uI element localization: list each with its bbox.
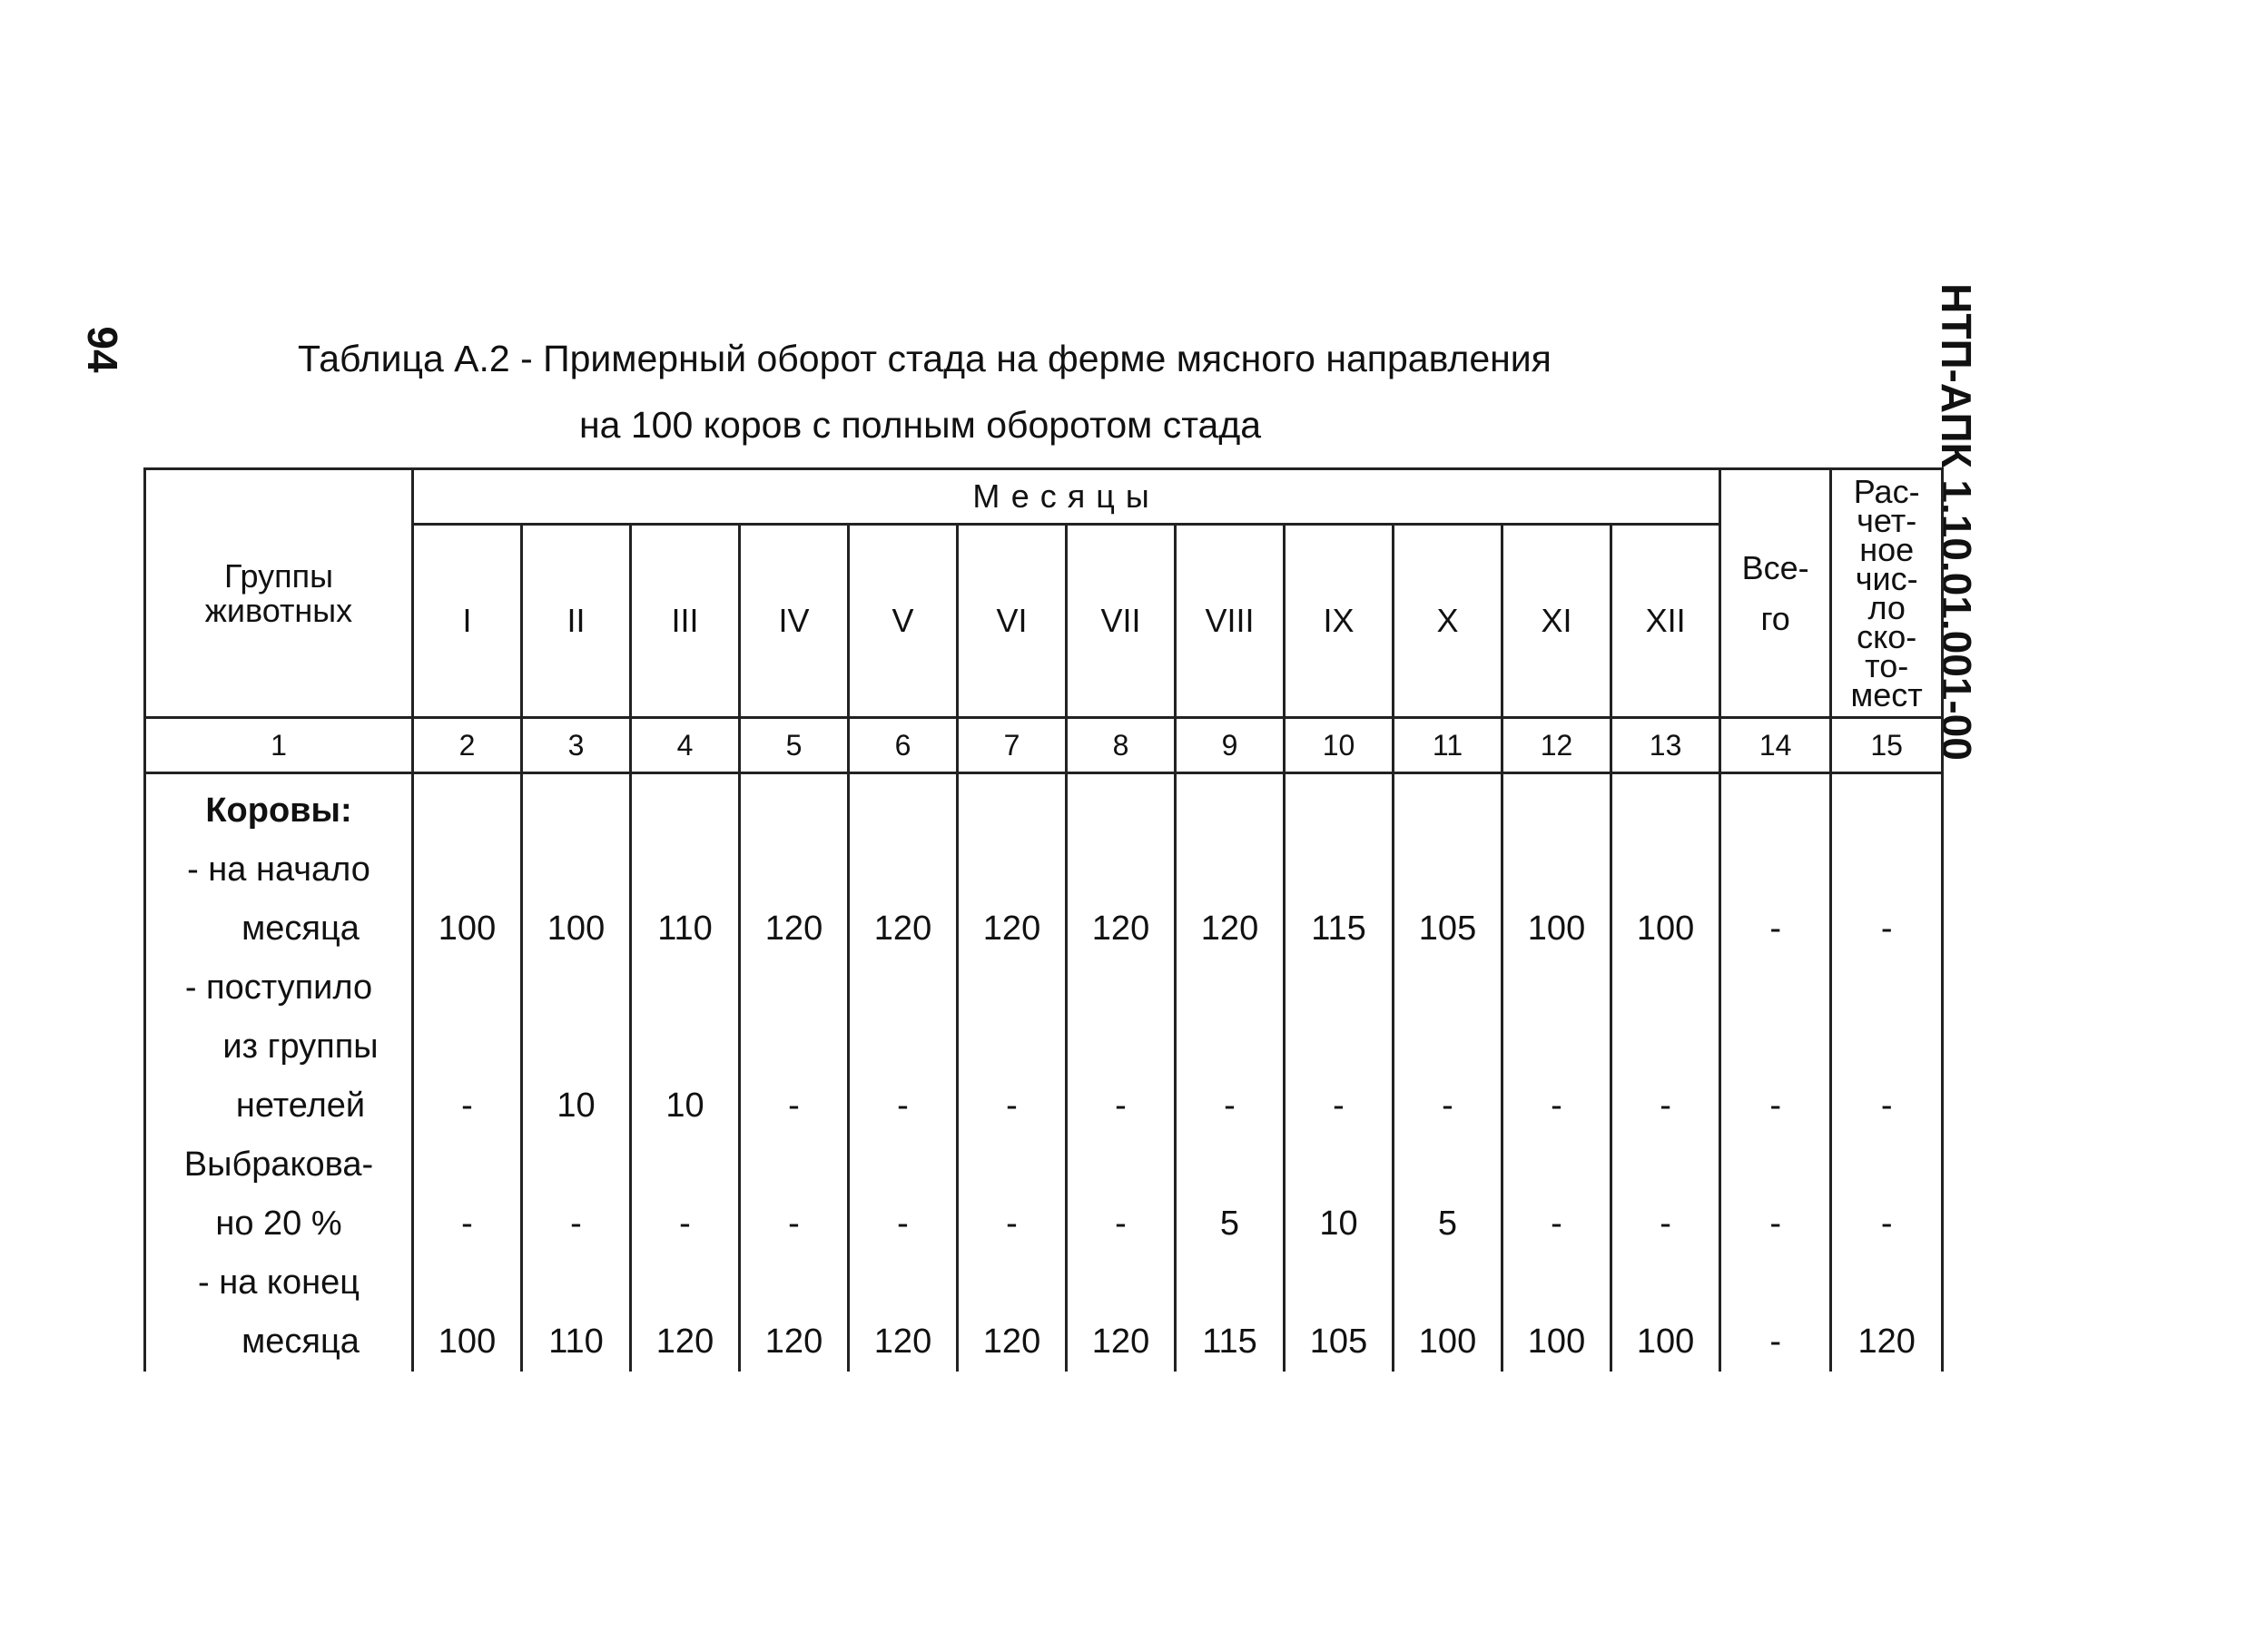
table-row [145, 959, 1943, 1018]
row-label: - поступило [145, 959, 413, 1018]
table-cell: - [958, 1195, 1067, 1254]
table-cell: - [1831, 900, 1943, 959]
table-cell [958, 1254, 1067, 1313]
table-cell [1067, 1254, 1176, 1313]
column-number: 11 [1394, 718, 1502, 773]
table-cell [631, 773, 740, 841]
calc-header-line: ное [1859, 530, 1915, 568]
table-row [145, 900, 1943, 959]
table-cell [522, 959, 631, 1018]
document-code: НТП-АПК 1.10.01.001-00 [1933, 283, 1980, 761]
table-cell [849, 841, 958, 900]
column-number: 6 [849, 718, 958, 773]
table-cell [849, 959, 958, 1018]
table-cell [1394, 959, 1502, 1018]
table-cell: 120 [740, 900, 849, 959]
table-cell: - [1502, 1195, 1611, 1254]
table-cell: 120 [1067, 1313, 1176, 1372]
table-cell [740, 841, 849, 900]
row-label: из группы [145, 1018, 413, 1077]
table-row [145, 1077, 1943, 1136]
table-row [145, 773, 1943, 841]
month-header-cell: V [849, 525, 958, 718]
table-cell: 120 [1067, 900, 1176, 959]
table-cell [1502, 1136, 1611, 1195]
table-cell [631, 959, 740, 1018]
table-cell [1720, 1254, 1831, 1313]
row-label: но 20 % [145, 1195, 413, 1254]
table-cell [1067, 1136, 1176, 1195]
month-header-cell: VII [1067, 525, 1176, 718]
table-cell [1285, 1254, 1394, 1313]
table-cell [1502, 1254, 1611, 1313]
row-label: месяца [145, 900, 413, 959]
table-cell [522, 1254, 631, 1313]
column-number: 9 [1176, 718, 1285, 773]
table-cell: 120 [631, 1313, 740, 1372]
table-cell: - [522, 1195, 631, 1254]
calc-header-line: мест [1850, 675, 1923, 713]
table-cell [1831, 1136, 1943, 1195]
table-cell [1394, 1136, 1502, 1195]
column-number: 2 [413, 718, 522, 773]
month-header-cell: IX [1285, 525, 1394, 718]
table-cell [522, 841, 631, 900]
table-title-line-1: Таблица А.2 - Примерный оборот стада на ферме мясного направления [298, 338, 1552, 379]
table-cell: - [1720, 1195, 1831, 1254]
table-cell [1720, 1136, 1831, 1195]
table-cell [1831, 959, 1943, 1018]
table-cell [631, 1136, 740, 1195]
table-cell [958, 959, 1067, 1018]
table-cell [1720, 773, 1831, 841]
table-row [145, 841, 1943, 900]
table-cell: 100 [1502, 900, 1611, 959]
month-header-cell: I [413, 525, 522, 718]
table-cell [740, 959, 849, 1018]
table-cell [740, 1018, 849, 1077]
table-cell: - [1720, 1313, 1831, 1372]
table-cell: 120 [958, 900, 1067, 959]
table-cell: - [1285, 1077, 1394, 1136]
table-cell: 100 [1611, 1313, 1720, 1372]
table-row [145, 1018, 1943, 1077]
table-cell: - [1176, 1077, 1285, 1136]
table-cell [958, 773, 1067, 841]
table-cell [413, 1136, 522, 1195]
month-header-cell: XII [1611, 525, 1720, 718]
calc-header-line: ло [1867, 588, 1906, 626]
month-header-cell: X [1394, 525, 1502, 718]
table-row [145, 1136, 1943, 1195]
table-cell [413, 773, 522, 841]
table-cell [1611, 1136, 1720, 1195]
table-cell: - [740, 1195, 849, 1254]
table-cell [1394, 841, 1502, 900]
column-number: 12 [1502, 718, 1611, 773]
table-cell [1285, 841, 1394, 900]
column-number: 1 [145, 718, 413, 773]
table-cell [1285, 1018, 1394, 1077]
table-cell [849, 1254, 958, 1313]
table-cell: - [1611, 1077, 1720, 1136]
table-cell: - [1720, 1077, 1831, 1136]
table-cell [849, 773, 958, 841]
table-cell: 10 [631, 1077, 740, 1136]
table-cell: - [1067, 1077, 1176, 1136]
table-cell: - [1394, 1077, 1502, 1136]
column-number: 15 [1831, 718, 1943, 773]
calc-places-header [1831, 469, 1943, 718]
table-cell: - [1502, 1077, 1611, 1136]
row-label: месяца [145, 1313, 413, 1372]
total-header-line: Все- [1741, 548, 1809, 586]
month-header-cell: VIII [1176, 525, 1285, 718]
table-cell: 100 [413, 1313, 522, 1372]
total-header [1720, 469, 1831, 718]
table-cell [1831, 1018, 1943, 1077]
row-label: Коровы: [145, 773, 413, 841]
table-cell: 120 [1831, 1313, 1943, 1372]
column-number: 5 [740, 718, 849, 773]
table-cell: 5 [1394, 1195, 1502, 1254]
page-number: 94 [79, 326, 126, 373]
calc-header-line: чет- [1857, 501, 1917, 539]
column-number: 14 [1720, 718, 1831, 773]
table-cell: - [1831, 1077, 1943, 1136]
table-cell [1067, 773, 1176, 841]
table-cell: 120 [1176, 900, 1285, 959]
row-label: Выбракова- [145, 1136, 413, 1195]
table-cell [1394, 1254, 1502, 1313]
table-title-line-2: на 100 коров с полным оборотом стада [579, 404, 1262, 446]
table-cell: 100 [413, 900, 522, 959]
table-cell [1176, 1136, 1285, 1195]
table-cell [413, 841, 522, 900]
table-cell: - [958, 1077, 1067, 1136]
table-cell [958, 841, 1067, 900]
column-number: 3 [522, 718, 631, 773]
table-cell [522, 1018, 631, 1077]
table-cell [1176, 1018, 1285, 1077]
table-cell [740, 773, 849, 841]
table-cell: 105 [1394, 900, 1502, 959]
table-cell [1831, 841, 1943, 900]
table-cell [1067, 959, 1176, 1018]
table-cell [631, 1254, 740, 1313]
table-cell: 100 [1611, 900, 1720, 959]
table-cell [631, 1018, 740, 1077]
table-cell: - [849, 1195, 958, 1254]
herd-turnover-table [143, 467, 1944, 1372]
table-cell [1285, 959, 1394, 1018]
table-cell: - [1831, 1195, 1943, 1254]
table-cell: 10 [1285, 1195, 1394, 1254]
table-cell [1176, 1254, 1285, 1313]
table-cell: 110 [631, 900, 740, 959]
row-label: - на начало [145, 841, 413, 900]
row-label: нетелей [145, 1077, 413, 1136]
table-cell [1176, 773, 1285, 841]
table-cell [958, 1136, 1067, 1195]
table-cell [958, 1018, 1067, 1077]
month-header-cell: XI [1502, 525, 1611, 718]
month-header-cell: III [631, 525, 740, 718]
table-cell [1285, 773, 1394, 841]
table-cell [1611, 841, 1720, 900]
table-cell [1831, 773, 1943, 841]
table-cell: 120 [740, 1313, 849, 1372]
column-number: 8 [1067, 718, 1176, 773]
table-cell: 115 [1285, 900, 1394, 959]
table-cell: - [1611, 1195, 1720, 1254]
table-cell [1394, 773, 1502, 841]
calc-header-line: чис- [1855, 559, 1918, 597]
calc-header-line: ско- [1857, 617, 1917, 655]
table-cell: 120 [849, 1313, 958, 1372]
table-cell [1502, 1018, 1611, 1077]
table-cell [413, 1254, 522, 1313]
table-cell [522, 773, 631, 841]
months-header: Месяцы [413, 469, 1720, 525]
table-cell [1502, 841, 1611, 900]
table-cell [1611, 773, 1720, 841]
month-header-cell: II [522, 525, 631, 718]
table-cell [849, 1136, 958, 1195]
table-cell: - [1720, 900, 1831, 959]
table-cell [1720, 959, 1831, 1018]
table-cell: 120 [958, 1313, 1067, 1372]
calc-header-line: Рас- [1853, 472, 1920, 510]
table-cell: 105 [1285, 1313, 1394, 1372]
table-cell [631, 841, 740, 900]
table-cell [849, 1018, 958, 1077]
table-cell: 100 [1394, 1313, 1502, 1372]
table-cell [1502, 773, 1611, 841]
row-label: - на конец [145, 1254, 413, 1313]
table-cell: 100 [522, 900, 631, 959]
table-cell [1176, 959, 1285, 1018]
table-cell: - [740, 1077, 849, 1136]
table-cell: 100 [1502, 1313, 1611, 1372]
table-cell [740, 1254, 849, 1313]
table-cell: - [1067, 1195, 1176, 1254]
column-number: 4 [631, 718, 740, 773]
table-cell [1720, 1018, 1831, 1077]
column-number: 10 [1285, 718, 1394, 773]
table-cell [522, 1136, 631, 1195]
table-cell: - [849, 1077, 958, 1136]
table-cell [1176, 841, 1285, 900]
table-cell [1611, 1254, 1720, 1313]
table-cell [1067, 1018, 1176, 1077]
total-header-line: го [1760, 599, 1790, 637]
table-cell: 120 [849, 900, 958, 959]
table-cell: - [413, 1077, 522, 1136]
table-cell [1611, 959, 1720, 1018]
table-cell [1611, 1018, 1720, 1077]
table-cell: - [631, 1195, 740, 1254]
table-cell [413, 959, 522, 1018]
table-cell [1831, 1254, 1943, 1313]
table-cell [413, 1018, 522, 1077]
table-row [145, 1195, 1943, 1254]
table-cell [1285, 1136, 1394, 1195]
table-cell: 10 [522, 1077, 631, 1136]
table-cell [1720, 841, 1831, 900]
table-cell: 115 [1176, 1313, 1285, 1372]
column-number: 7 [958, 718, 1067, 773]
table-cell: 110 [522, 1313, 631, 1372]
table-cell: - [413, 1195, 522, 1254]
table-row [145, 1313, 1943, 1372]
table-cell [1067, 841, 1176, 900]
month-header-cell: IV [740, 525, 849, 718]
table-cell [1394, 1018, 1502, 1077]
column-number: 13 [1611, 718, 1720, 773]
table-cell [740, 1136, 849, 1195]
groups-header: Группы животных [145, 469, 413, 718]
table-row [145, 1254, 1943, 1313]
table-cell: 5 [1176, 1195, 1285, 1254]
month-header-cell: VI [958, 525, 1067, 718]
table-cell [1502, 959, 1611, 1018]
calc-header-line: то- [1865, 646, 1909, 684]
